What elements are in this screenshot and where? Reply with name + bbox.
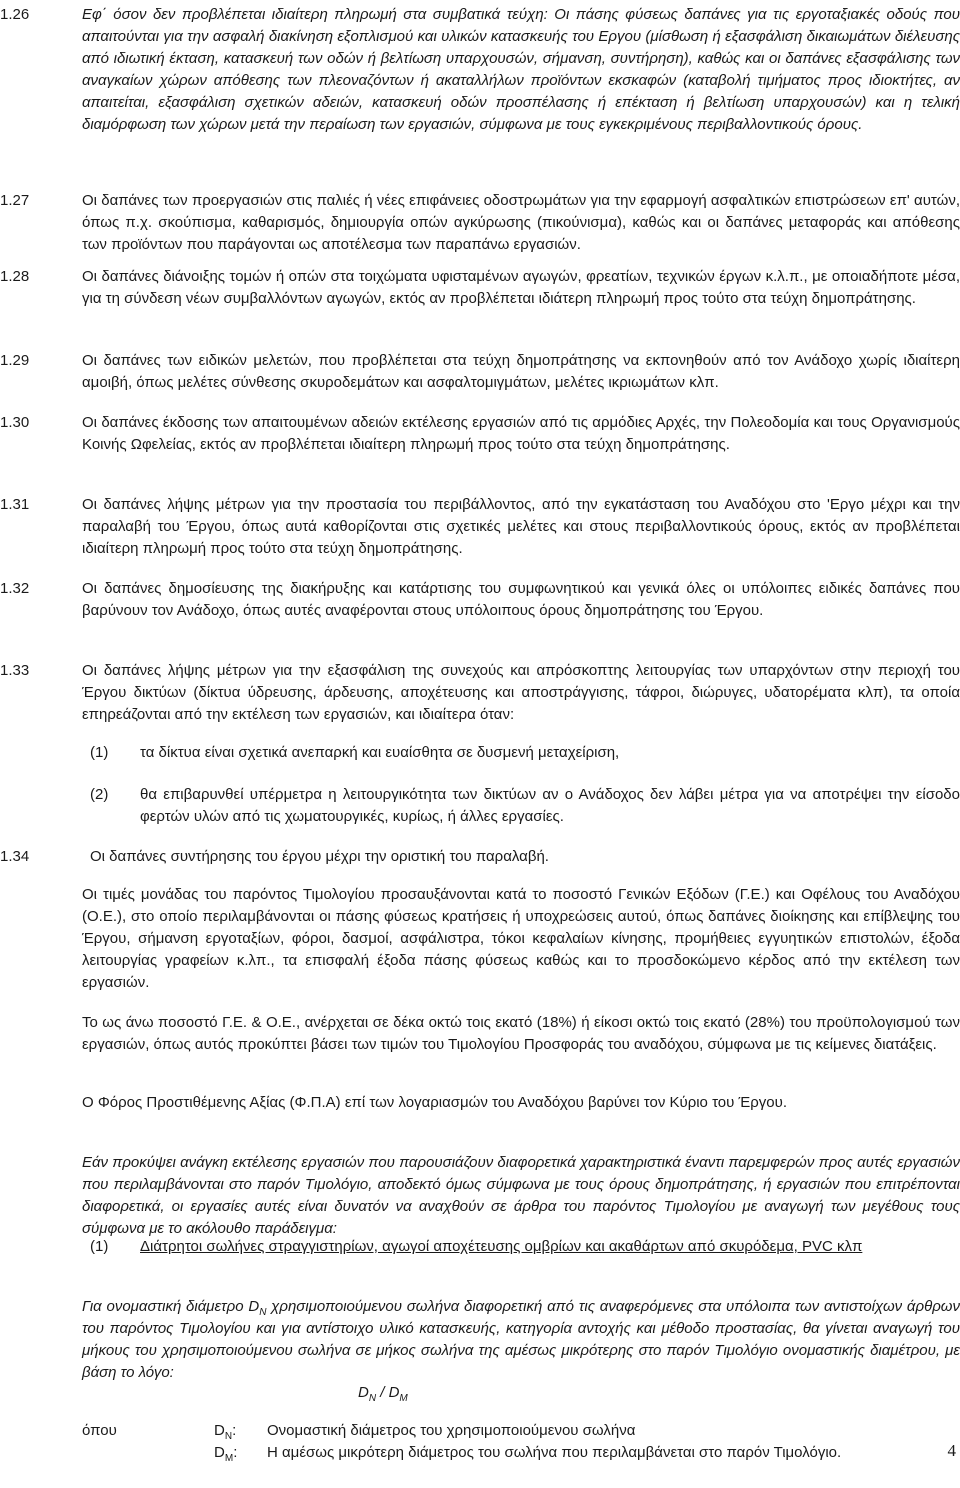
clause-number: 1.28 xyxy=(0,268,30,285)
formula-d: D xyxy=(358,1384,369,1401)
symbol-letter: D xyxy=(214,1422,225,1439)
clause-number: 1.26 xyxy=(0,6,30,23)
clause-text: Εφ΄ όσον δεν προβλέπεται ιδιαίτερη πληρωμή στα συμβατικά τεύχη: Οι πάσης φύσεως δαπάνες για τις εργοταξιακές οδούς που απαιτούνται για την ασφαλή διακίνηση εξοπλισμού και υλικών κατασκευής του Εργου (μίσθωση ή εξασφάλιση δικαιωμάτων διέλευσης από ιδιωτική έκταση, κατασκευή των οδών ή βελτίωση υπαρχουσών, σήμανση, συντήρηση), καθώς και οι δαπάνες εξασφάλισης των αναγκαίων χώρων απόθεσης των πλεοναζόντων ή ακαταλλήλων προϊόντων εκσκαφών (καταβολή τιμήματος προς ιδιοκτήτες, αν απαιτείται, εξασφάλιση σχετικών αδειών, κατασκευή οδών προσπέλασης ή επέκταση ή βελτίωση υπαρχουσών) και η τελική διαμόρφωση των χώρων μετά την περαίωση των εργασιών, σύμφωνα με τους εγκεκριμένους περιβαλλοντικούς όρους. xyxy=(82,6,960,133)
clause-number: 1.31 xyxy=(0,496,30,513)
symbol-subscript: M xyxy=(224,1453,234,1464)
paragraph-unit-prices: Οι τιμές μονάδας του παρόντος Τιμολογίου προσαυξάνονται κατά το ποσοστό Γενικών Εξόδων (Γ.Ε.) και Οφέλους του Αναδόχου (Ο.Ε.), στο οποίο περιλαμβάνονται οι πάσης φύσεως κρατήσεις ή υποχρεώσεις αυτού, όπως δαπάνες διοίκησης και επίβλεψης του Έργου, σήμανση εργοταξίων, φόροι, δασμοί, ασφάλιστρα, τόκοι κεφαλαίων κίνησης, προμήθειες εγγυητικών επιστολών, έξοδα λειτουργίας γραφείων κ.λπ., τα επισφαλή έξοδα πάσης φύσεως καθώς και το προσδοκώμενο κέρδος από την εκτέλεση των εργασιών. xyxy=(82,886,960,991)
example-number: (1) xyxy=(90,1238,109,1255)
definition-symbol xyxy=(214,1442,237,1464)
clause-number: 1.33 xyxy=(0,662,30,679)
clause-number: 1.34 xyxy=(0,848,30,865)
symbol-colon: : xyxy=(232,1422,237,1439)
sub-item-text: θα επιβαρυνθεί υπέρμετρα η λειτουργικότητα των δικτύων αν ο Ανάδοχος δεν λάβει μέτρα για να αποτρέψει την είσοδο φερτών υλών από τις χωματουργικές, κυρίως, ή άλλες εργασίες. xyxy=(140,786,960,825)
clause-text: Οι δαπάνες έκδοσης των απαιτουμένων αδειών εκτέλεσης εργασιών από τις αρμόδιες Αρχές, την Πολεοδομία και τους Οργανισμούς Κοινής Ωφελείας, εκτός αν προβλέπεται ιδιαίτερη πληρωμή προς τούτο στα τεύχη δημοπράτησης. xyxy=(82,414,960,453)
definition-label: όπου xyxy=(82,1422,117,1439)
clause-text: Οι δαπάνες λήψης μέτρων για την εξασφάλιση της συνεχούς και απρόσκοπτης λειτουργίας των υπαρχόντων στην περιοχή του Έργου δικτύων (δίκτυα ύδρευσης, άρδευσης, αποχέτευσης και αποστράγγισης, τάφροι, διώρυγες, υδατορέματα κλπ), τα οποία επηρεάζονται από την εκτέλεση των εργασιών, και ιδιαίτερα όταν: xyxy=(82,662,960,723)
clause-number: 1.27 xyxy=(0,192,30,209)
subscript: N xyxy=(259,1307,267,1318)
definition-text: Ονομαστική διάμετρος του χρησιμοποιούμενου σωλήνα xyxy=(267,1422,636,1439)
clause-text: Οι δαπάνες δημοσίευσης της διακήρυξης και κατάρτισης του συμφωνητικού και γενικά όλες οι υπόλοιπες ειδικές δαπάνες που βαρύνουν τον Ανάδοχο, όπως αυτές αναφέρονται στους υπόλοιπους όρους δημοπράτησης του Έργου. xyxy=(82,580,960,619)
formula-sub-m: M xyxy=(399,1393,408,1404)
formula-separator: / D xyxy=(376,1384,400,1401)
paragraph-text-end: χρησιμοποιούμενου σωλήνα διαφορετική από τις αναφερόμενες στα υπόλοιπα των αντιστοίχων άρθρων του παρόντος Τιμολογίου και για αντίστοιχο υλικό κατασκευής, κατηγορία αντοχής και μέθοδο προστασίας, θα γίνεται αναγωγή του μήκους του χρησιμοποιούμενου σωλήνα σε μήκος σωλήνα της αμέσως μικρότερης στο παρόν Τιμολόγιο ονομαστικής διαμέτρου, με βάση το λόγο: xyxy=(82,1298,960,1381)
symbol-letter: D xyxy=(214,1444,225,1461)
clause-number: 1.32 xyxy=(0,580,30,597)
page-number: 4 xyxy=(947,1441,956,1460)
definition-text: Η αμέσως μικρότερη διάμετρος του σωλήνα που περιλαμβάνεται στο παρόν Τιμολόγιο. xyxy=(267,1444,842,1461)
sub-item-number: (2) xyxy=(90,786,109,803)
definition-symbol xyxy=(214,1420,236,1442)
symbol-subscript: N xyxy=(224,1431,233,1442)
clause-text: Οι δαπάνες συντήρησης του έργου μέχρι την οριστική του παραλαβή. xyxy=(90,848,549,865)
sub-item-number: (1) xyxy=(90,744,109,761)
paragraph-percentage: Το ως άνω ποσοστό Γ.Ε. & Ο.Ε., ανέρχεται σε δέκα οκτώ τοις εκατό (18%) ή είκοσι οκτώ τοις εκατό (28%) του προϋπολογισμού των εργασιών, όπως αυτός προκύπτει βάσει των τιμών του Τιμολογίου Προσφοράς του αναδόχου, σύμφωνα με τις κείμενες διατάξεις. xyxy=(82,1014,960,1053)
ratio-formula xyxy=(358,1382,408,1404)
paragraph-reduction: Εάν προκύψει ανάγκη εκτέλεσης εργασιών που παρουσιάζουν διαφορετικά χαρακτηριστικά έναντι παρεμφερών προς αυτές εργασιών που περιλαμβάνονται στο παρόν Τιμολόγιο, αποδεκτό όμως σύμφωνα με τους όρους δημοπράτησης, ή εργασιών που επιτρέπονται διαφορετικά, οι εργασίες αυτές είναι δυνατόν να αναχθούν σε άρθρα του παρόντος Τιμολογίου με αναγωγή των μεγέθους τους σύμφωνα με το ακόλουθο παράδειγμα: xyxy=(82,1154,960,1237)
clause-text: Οι δαπάνες διάνοιξης τομών ή οπών στα τοιχώματα υφισταμένων αγωγών, φρεατίων, τεχνικών έργων κ.λ.π., με οποιαδήποτε μέσα, για τη σύνδεση νέων συμβαλλόντων αγωγών, εκτός αν προβλέπεται ιδιάτερη πληρωμή προς τούτο στα τεύχη δημοπράτησης. xyxy=(82,268,960,307)
clause-number: 1.29 xyxy=(0,352,30,369)
example-title: Διάτρητοι σωλήνες στραγγιστηρίων, αγωγοί αποχέτευσης ομβρίων και ακαθάρτων από σκυρόδεμα, PVC κλπ xyxy=(140,1238,863,1255)
paragraph-vat: Ο Φόρος Προστιθέμενης Αξίας (Φ.Π.Α) επί των λογαριασμών του Αναδόχου βαρύνει τον Κύριο του Έργου. xyxy=(82,1094,787,1111)
symbol-colon: : xyxy=(233,1444,238,1461)
paragraph-diameter xyxy=(82,1296,960,1384)
paragraph-text-start: Για ονομαστική διάμετρο D xyxy=(82,1298,260,1315)
formula-sub-n: N xyxy=(368,1393,377,1404)
sub-item-text: τα δίκτυα είναι σχετικά ανεπαρκή και ευαίσθητα σε δυσμενή μεταχείριση, xyxy=(140,744,620,761)
clause-text: Οι δαπάνες των ειδικών μελετών, που προβλέπεται στα τεύχη δημοπράτησης να εκπονηθούν από τον Ανάδοχο χωρίς ιδιαίτερη αμοιβή, όπως μελέτες σύνθεσης σκυροδεμάτων και ασφαλτομιγμάτων, μελέτες ικριωμάτων κλπ. xyxy=(82,352,960,391)
clause-text: Οι δαπάνες των προεργασιών στις παλιές ή νέες επιφάνειες οδοστρωμάτων για την εφαρμογή ασφαλτικών επιστρώσεων επ' αυτών, όπως π.χ. σκούπισμα, καθαρισμός, δημιουργία οπών αγκύρωσης (πικούνισμα), καθώς και οι δαπάνες μεταφοράς και απόθεσης των προϊόντων που παράγονται ως αποτέλεσμα των παραπάνω εργασιών. xyxy=(82,192,960,253)
clause-text: Οι δαπάνες λήψης μέτρων για την προστασία του περιβάλλοντος, από την εγκατάσταση του Αναδόχου στο 'Εργο μέχρι και την παραλαβή του Έργου, όπως αυτά καθορίζονται στις σχετικές μελέτες και στους περιβαλλοντικούς όρους, εκτός αν προβλέπεται ιδιαίτερη πληρωμή προς τούτο στα τεύχη δημοπράτησης. xyxy=(82,496,960,557)
clause-number: 1.30 xyxy=(0,414,30,431)
